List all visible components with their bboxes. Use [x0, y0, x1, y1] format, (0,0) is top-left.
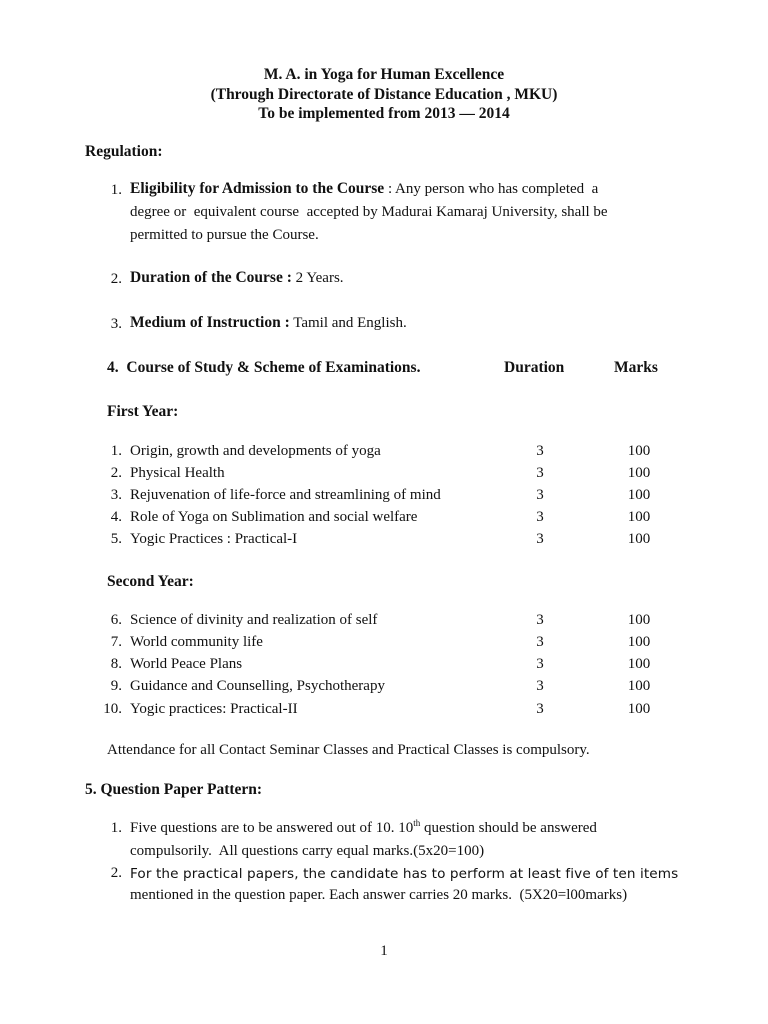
course-title: Physical Health	[130, 465, 225, 481]
section-2-value: 2 Years.	[291, 270, 344, 286]
course-number: 4.	[110, 509, 122, 525]
course-title: Yogic practices: Practical-II	[130, 701, 298, 717]
course-number: 2.	[110, 465, 122, 481]
course-duration: 3	[536, 509, 544, 525]
course-row	[0, 465, 768, 485]
course-duration: 3	[536, 531, 544, 547]
course-marks: 100	[627, 443, 651, 459]
qpp-point-1-line-1	[130, 820, 678, 837]
qpp-point-2-line-1: For the practical papers, the candidate has to perform at least five of ten items	[130, 866, 679, 882]
course-title: Science of divinity and realization of self	[130, 612, 378, 628]
attendance-note: Attendance for all Contact Seminar Classes and Practical Classes is compulsory.	[107, 742, 590, 758]
qpp-point-1-text-b: question should be answered	[420, 820, 597, 836]
course-number: 8.	[110, 656, 122, 672]
course-marks: 100	[627, 465, 651, 481]
section-1-line-2: degree or equivalent course accepted by Madurai Kamaraj University, shall be	[130, 204, 608, 220]
course-title: Rejuvenation of life-force and streamlining of mind	[130, 487, 441, 503]
section-2-line	[130, 269, 344, 287]
section-3-line	[130, 314, 407, 332]
course-row	[0, 656, 768, 676]
column-header-duration: Duration	[504, 359, 565, 376]
course-marks: 100	[627, 701, 651, 717]
course-marks: 100	[627, 531, 651, 547]
course-duration: 3	[536, 487, 544, 503]
course-marks: 100	[627, 634, 651, 650]
course-number: 7.	[110, 634, 122, 650]
course-duration: 3	[536, 634, 544, 650]
course-marks: 100	[627, 678, 651, 694]
course-title: Yogic Practices : Practical-I	[130, 531, 298, 547]
qpp-point-2-line-2: mentioned in the question paper. Each answer carries 20 marks. (5X20=l00marks)	[130, 887, 628, 903]
qpp-point-1-number: 1.	[110, 820, 122, 836]
course-duration: 3	[536, 701, 544, 717]
course-row	[0, 678, 768, 698]
title-line-3: To be implemented from 2013 — 2014	[258, 105, 510, 122]
course-title: Guidance and Counselling, Psychotherapy	[130, 678, 385, 694]
course-duration: 3	[536, 612, 544, 628]
course-number: 10.	[103, 701, 122, 717]
qpp-point-1-text-a: Five questions are to be answered out of 10. 10	[130, 820, 414, 836]
qpp-point-1-superscript: th	[413, 818, 421, 828]
course-title: World community life	[130, 634, 263, 650]
course-marks: 100	[627, 656, 651, 672]
section-3-number: 3.	[110, 316, 122, 332]
section-1-label: Eligibility for Admission to the Course	[130, 180, 385, 197]
title-line-2: (Through Directorate of Distance Education , MKU)	[210, 86, 558, 103]
qpp-point-1-line-2: compulsorily. All questions carry equal marks.(5x20=100)	[130, 843, 485, 859]
second-year-heading: Second Year:	[107, 573, 194, 590]
course-number: 9.	[110, 678, 122, 694]
section-3-value: Tamil and English.	[289, 315, 407, 331]
course-number: 5.	[110, 531, 122, 547]
first-year-heading: First Year:	[107, 403, 179, 420]
title-line-1: M. A. in Yoga for Human Excellence	[263, 66, 505, 83]
course-duration: 3	[536, 656, 544, 672]
section-1-number: 1.	[110, 182, 122, 198]
course-marks: 100	[627, 487, 651, 503]
course-duration: 3	[536, 465, 544, 481]
course-duration: 3	[536, 443, 544, 459]
section-4-heading: 4. Course of Study & Scheme of Examinations.	[107, 359, 421, 376]
section-2-label: Duration of the Course :	[130, 269, 292, 286]
page-number: 1	[380, 943, 388, 959]
course-row	[0, 531, 768, 551]
course-duration: 3	[536, 678, 544, 694]
section-1-line-3: permitted to pursue the Course.	[130, 227, 319, 243]
course-marks: 100	[627, 509, 651, 525]
course-row	[0, 701, 768, 721]
section-3-label: Medium of Instruction :	[130, 314, 290, 331]
course-title: Origin, growth and developments of yoga	[130, 443, 381, 459]
question-paper-heading: 5. Question Paper Pattern:	[85, 781, 263, 798]
course-row	[0, 487, 768, 507]
course-number: 6.	[110, 612, 122, 628]
regulation-heading: Regulation:	[85, 143, 163, 160]
section-1-line-1-text: : Any person who has completed a	[384, 181, 599, 197]
course-title: World Peace Plans	[130, 656, 243, 672]
qpp-point-2-number: 2.	[110, 865, 122, 881]
course-row	[0, 443, 768, 463]
course-row	[0, 612, 768, 632]
course-marks: 100	[627, 612, 651, 628]
course-number: 1.	[110, 443, 122, 459]
course-title: Role of Yoga on Sublimation and social welfare	[130, 509, 418, 525]
course-row	[0, 634, 768, 654]
column-header-marks: Marks	[614, 359, 658, 376]
section-1-line-1	[130, 180, 678, 198]
course-number: 3.	[110, 487, 122, 503]
section-2-number: 2.	[110, 271, 122, 287]
course-row	[0, 509, 768, 529]
